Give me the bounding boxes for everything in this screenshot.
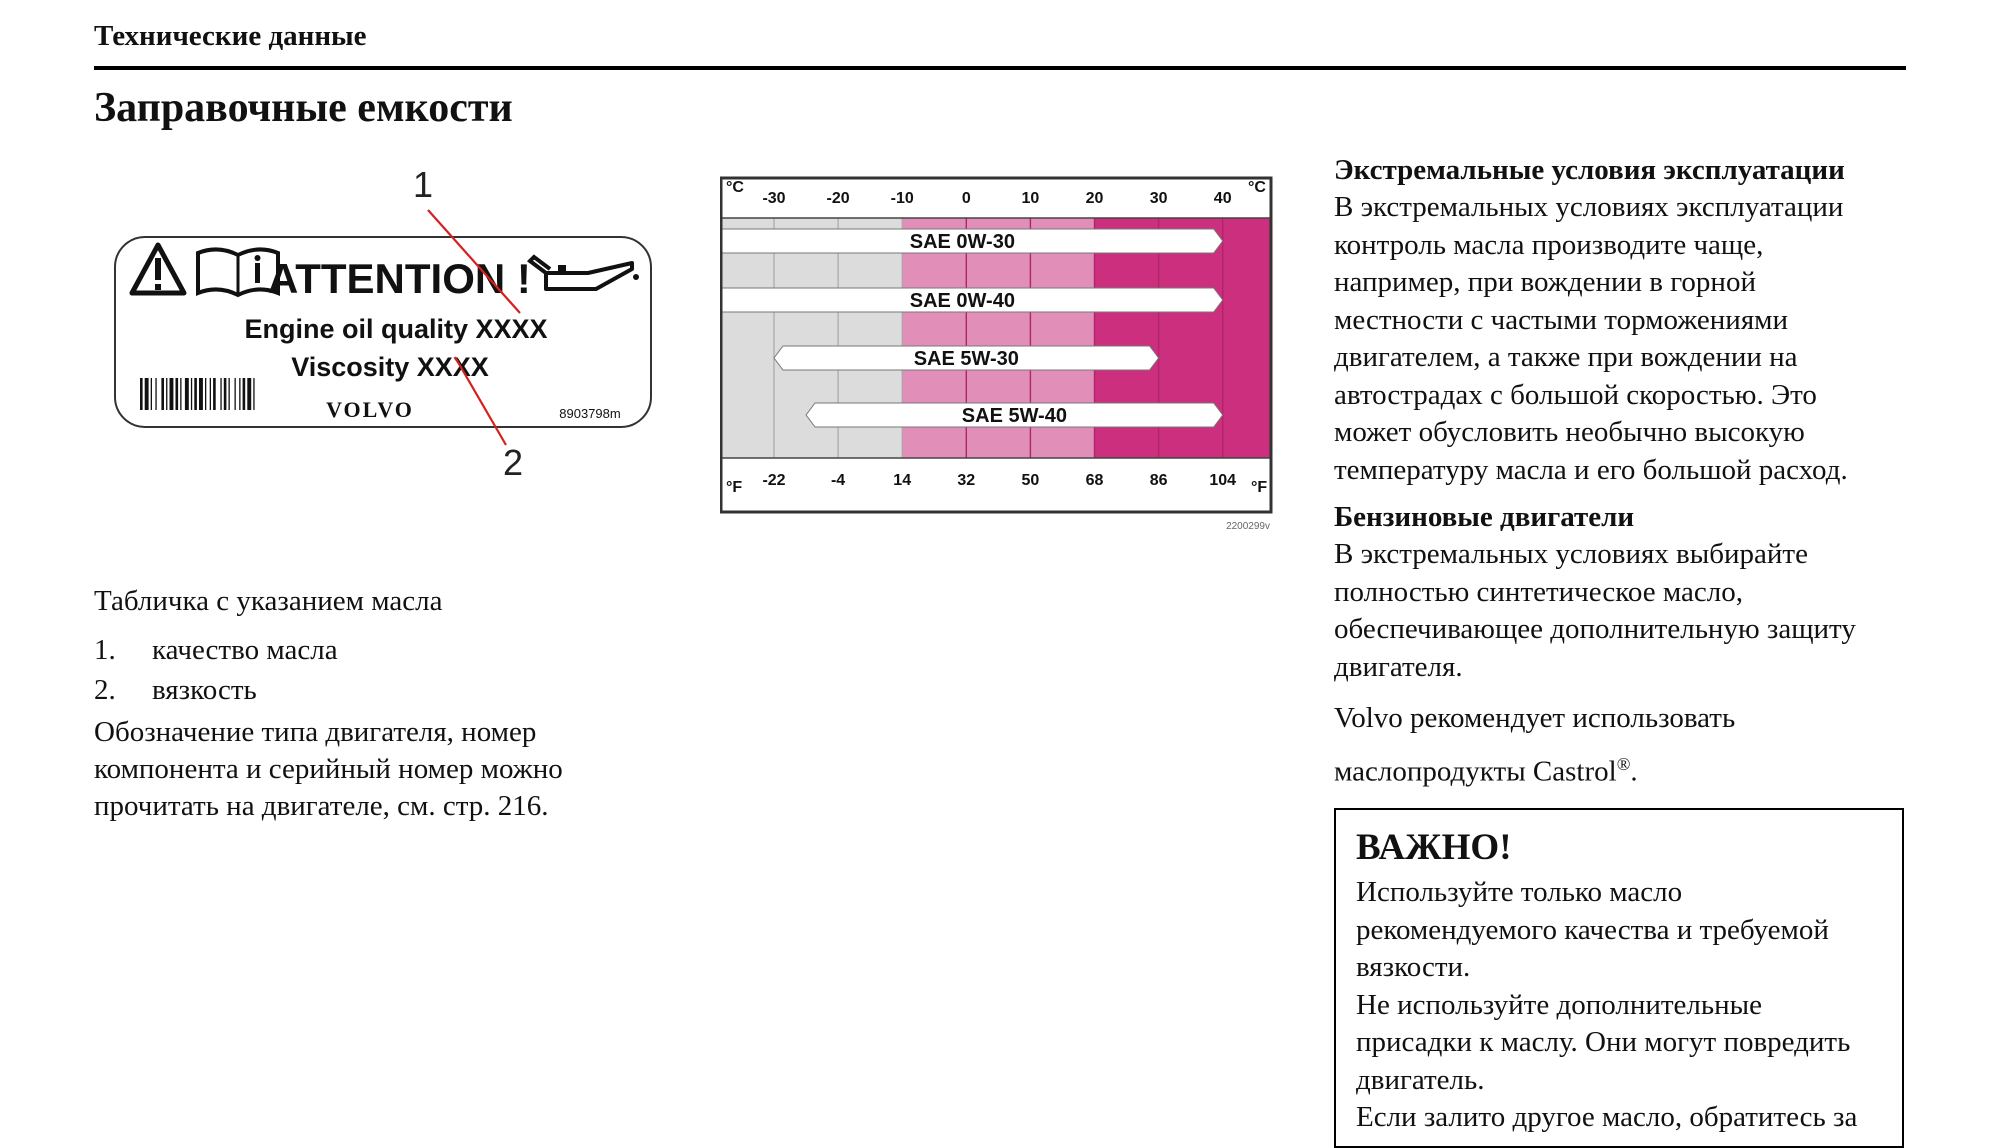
- note-line: прочитать на двигателе, см. стр. 216.: [94, 790, 549, 822]
- legend-number: 1.: [94, 634, 116, 666]
- extreme-conditions-text: [1334, 189, 1906, 489]
- label-viscosity-line: Viscosity XXXX: [291, 352, 489, 382]
- chart-code: 2200299v: [1226, 521, 1270, 532]
- celsius-tick-label: 40: [1213, 190, 1232, 207]
- important-line: вязкости.: [1356, 951, 1471, 983]
- note-line: компонента и серийный номер можно: [94, 753, 563, 785]
- fahrenheit-tick-label: -22: [762, 472, 786, 489]
- text-line: В экстремальных условиях выбирайте: [1334, 538, 1808, 570]
- celsius-tick-label: 0: [961, 190, 971, 207]
- barcode-bar: [185, 378, 189, 410]
- barcode-bar: [194, 378, 197, 410]
- note-line: Обозначение типа двигателя, номер: [94, 716, 537, 748]
- callout-legend: [94, 630, 338, 710]
- barcode-bar: [229, 378, 230, 410]
- text-line: может обусловить необычно высокую: [1334, 416, 1805, 448]
- engine-id-note: [94, 714, 634, 825]
- fahrenheit-scale-band: [720, 458, 1272, 512]
- barcode-bar: [161, 378, 164, 410]
- grade-label: SAE 5W-40: [961, 405, 1067, 427]
- volvo-recommendation-line: Volvo рекомендует использовать: [1334, 702, 1736, 734]
- celsius-tick-label: 30: [1149, 190, 1168, 207]
- important-title: ВАЖНО!: [1356, 827, 1512, 868]
- label-brand: VOLVO: [326, 397, 414, 422]
- celsius-tick-label: 10: [1021, 190, 1040, 207]
- grade-label: SAE 0W-30: [909, 231, 1015, 253]
- label-code: 8903798m: [559, 406, 621, 421]
- barcode-bar: [199, 378, 203, 410]
- barcode-bar: [180, 378, 181, 410]
- barcode-bar: [220, 378, 221, 410]
- celsius-tick-label: -10: [890, 190, 914, 207]
- barcode-bar: [176, 378, 179, 410]
- barcode-bar: [210, 378, 211, 410]
- legend-text: качество масла: [152, 634, 338, 666]
- barcode-bar: [224, 378, 227, 410]
- label-attention-text: ATTENTION !: [268, 255, 531, 302]
- grade-label: SAE 5W-30: [913, 348, 1019, 370]
- barcode-bar: [235, 378, 236, 410]
- section-header: Технические данные: [94, 20, 367, 52]
- important-line: двигатель.: [1356, 1063, 1485, 1096]
- header-divider: [94, 66, 1906, 70]
- text-line: двигателем, а также при вождении на: [1334, 341, 1798, 373]
- petrol-engines-text: [1334, 536, 1906, 686]
- important-line: присадки к маслу. Они могут повредить: [1356, 1026, 1851, 1058]
- barcode-bar: [151, 378, 152, 410]
- extreme-conditions-heading: Экстремальные условия эксплуатации: [1334, 154, 1845, 186]
- fahrenheit-tick-label: 14: [893, 472, 912, 489]
- text-line: местности с частыми торможениями: [1334, 303, 1789, 336]
- text-line: двигателя.: [1334, 650, 1463, 683]
- barcode-bar: [145, 378, 149, 410]
- celsius-unit-right: °C: [1248, 179, 1266, 196]
- fahrenheit-tick-label: 104: [1209, 472, 1237, 489]
- callout-number-2: 2: [502, 442, 524, 483]
- barcode-bar: [170, 378, 174, 410]
- barcode-bar: [213, 378, 216, 410]
- grade-label: SAE 0W-40: [909, 290, 1015, 312]
- fahrenheit-tick-label: 68: [1085, 472, 1104, 489]
- castrol-period: .: [1630, 755, 1638, 788]
- barcode-bar: [243, 378, 246, 410]
- barcode-bar: [191, 378, 192, 410]
- legend-item: [94, 670, 338, 710]
- barcode-bar: [253, 378, 254, 410]
- petrol-engines-heading: Бензиновые двигатели: [1334, 501, 1635, 533]
- text-line: например, при вождении в горной: [1334, 266, 1756, 298]
- barcode-bar: [239, 378, 240, 410]
- oil-label-figure: [110, 165, 670, 485]
- castrol-text: маслопродукты Castrol: [1334, 755, 1617, 788]
- important-line: рекомендуемого качества и требуемой: [1356, 913, 1829, 946]
- castrol-line: [1334, 746, 1906, 791]
- page-title: Заправочные емкости: [94, 85, 513, 131]
- barcode-bar: [155, 378, 156, 410]
- fahrenheit-tick-label: 32: [957, 472, 976, 489]
- text-line: контроль масла производите чаще,: [1334, 228, 1764, 261]
- celsius-tick-label: -30: [762, 190, 786, 207]
- text-line: полностью синтетическое масло,: [1334, 575, 1743, 608]
- celsius-tick-label: 20: [1085, 190, 1104, 207]
- legend-text: вязкость: [152, 674, 257, 706]
- celsius-tick-label: -20: [826, 190, 850, 207]
- barcode-bar: [140, 378, 143, 410]
- barcode-bar: [247, 378, 251, 410]
- text-line: температуру масла и его большой расход.: [1334, 453, 1848, 486]
- text-line: автострадах с большой скоростью. Это: [1334, 378, 1817, 411]
- important-line: Если залито другое масло, обратитесь за: [1356, 1101, 1858, 1133]
- registered-mark: ®: [1616, 753, 1631, 774]
- fahrenheit-tick-label: 86: [1149, 472, 1168, 489]
- fahrenheit-unit-right: °F: [1251, 479, 1268, 496]
- important-line: Не используйте дополнительные: [1356, 988, 1762, 1021]
- viscosity-chart: [720, 172, 1280, 532]
- celsius-unit-left: °C: [726, 179, 744, 196]
- text-line: В экстремальных условиях эксплуатации: [1334, 191, 1844, 223]
- important-notice-box: [1334, 808, 1904, 1148]
- important-line: Используйте только масло: [1356, 876, 1683, 908]
- barcode-bar: [205, 378, 206, 410]
- right-column: [1334, 152, 1906, 791]
- figure-caption: Табличка с указанием масла: [94, 585, 443, 617]
- barcode-bar: [166, 378, 167, 410]
- legend-item: [94, 630, 338, 670]
- label-quality-line: Engine oil quality XXXX: [244, 314, 548, 344]
- fahrenheit-tick-label: -4: [830, 472, 846, 489]
- text-line: обеспечивающее дополнительную защиту: [1334, 613, 1856, 645]
- fahrenheit-tick-label: 50: [1021, 472, 1040, 489]
- fahrenheit-unit-left: °F: [726, 479, 743, 496]
- callout-number-1: 1: [412, 165, 434, 205]
- legend-number: 2.: [94, 674, 116, 706]
